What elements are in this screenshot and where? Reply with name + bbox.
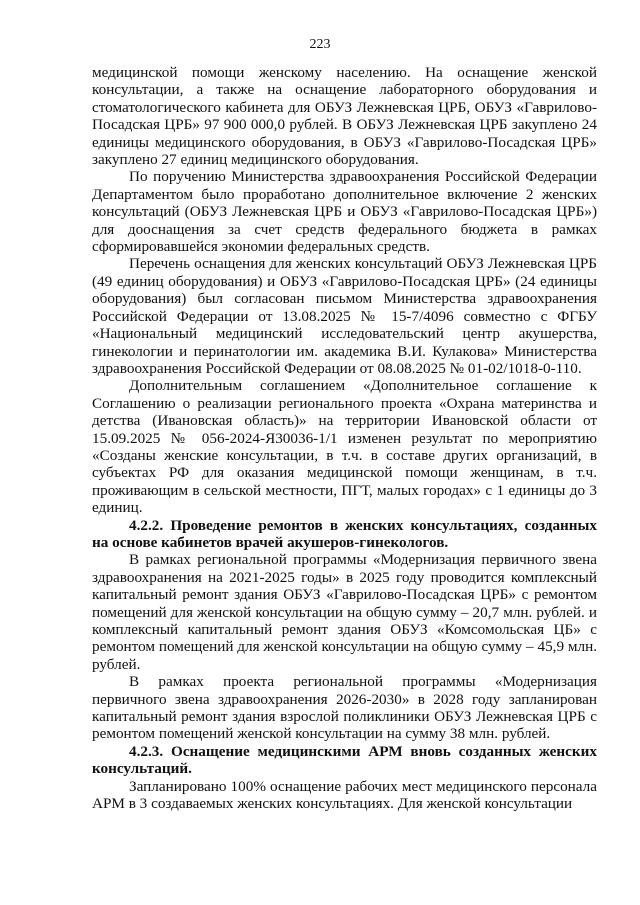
paragraph-ministry-instruction: По поручению Министерства здравоохранения Российской Федерации Департаментом было проработано дополнительное включение 2 женских консультаций (ОБУЗ Лежневская ЦРБ и ОБУЗ «Гаврилово-Посадская ЦРБ») для дооснащения за счет средств федерального бюджета в рамках сформировавшейся экономии федеральных средств. (92, 168, 597, 256)
document-body (92, 64, 597, 812)
paragraph-additional-agreement: Дополнительным соглашением «Дополнительное соглашение к Соглашению о реализации регионального проекта «Охрана материнства и детства (Ивановская область)» на территории Ивановской области от 15.09.2025 № 056-2024-Я30036-1/1 изменен результат по мероприятию «Созданы женские консультации, в т.ч. в составе других организаций, в субъектах РФ для оказания медицинской помощи женщинам, в т.ч. проживающим в сельской местности, ПГТ, малых городах» с 1 единицы до 3 единиц. (92, 377, 597, 517)
paragraph-arm-equipment: Запланировано 100% оснащение рабочих мест медицинского персонала АРМ в 3 создаваемых женских консультациях. Для женской консультации (92, 777, 597, 813)
paragraph-regional-program-2025: В рамках региональной программы «Модернизация первичного звена здравоохранения на 2021-2025 годы» в 2025 году проводится комплексный капитальный ремонт здания ОБУЗ «Гаврилово-Посадская ЦРБ» с ремонтом помещений для женской консультации на общую сумму – 20,7 млн. рублей. и комплексный капитальный ремонт здания ОБУЗ «Комсомольская ЦБ» с ремонтом помещений для женской консультации на общую сумму – 45,9 млн. рублей. (92, 551, 597, 673)
page-number: 223 (309, 37, 331, 52)
paragraph-regional-program-2026-2030: В рамках проекта региональной программы «Модернизация первичного звена здравоохранения 2026-2030» в 2028 году запланирован капитальный ремонт здания взрослой поликлиники ОБУЗ Лежневская ЦРБ с ремонтом помещений женской консультации на сумму 38 млн. рублей. (92, 673, 597, 743)
paragraph-equipment-list: Перечень оснащения для женских консультаций ОБУЗ Лежневская ЦРБ (49 единиц оборудования) и ОБУЗ «Гаврилово-Посадская ЦРБ» (24 единицы оборудования) был согласован письмом Министерства здравоохранения Российской Федерации от 13.08.2025 № 15-7/4096 совместно с ФГБУ «Национальный медицинский исследовательский центр акушерства, гинекологии и перинатологии им. академика В.И. Кулакова» Министерства здравоохранения Российской Федерации от 08.08.2025 № 01-02/1018-0-110. (92, 255, 597, 377)
section-heading-4-2-3: 4.2.3. Оснащение медицинскими АРМ вновь созданных женских консультаций. (92, 742, 597, 778)
section-heading-4-2-2: 4.2.2. Проведение ремонтов в женских консультациях, созданных на основе кабинетов врачей акушеров-гинекологов. (92, 516, 597, 551)
paragraph-procurement: медицинской помощи женскому населению. На оснащение женской консультации, а также на оснащение лабораторного оборудования и стоматологического кабинета для ОБУЗ Лежневская ЦРБ, ОБУЗ «Гаврилово-Посадская ЦРБ» 97 900 000,0 рублей. В ОБУЗ Лежневская ЦРБ закуплено 24 единицы медицинского оборудования, в ОБУЗ «Гаврилово-Посадская ЦРБ» закуплено 27 единиц медицинского оборудования. (92, 64, 597, 169)
